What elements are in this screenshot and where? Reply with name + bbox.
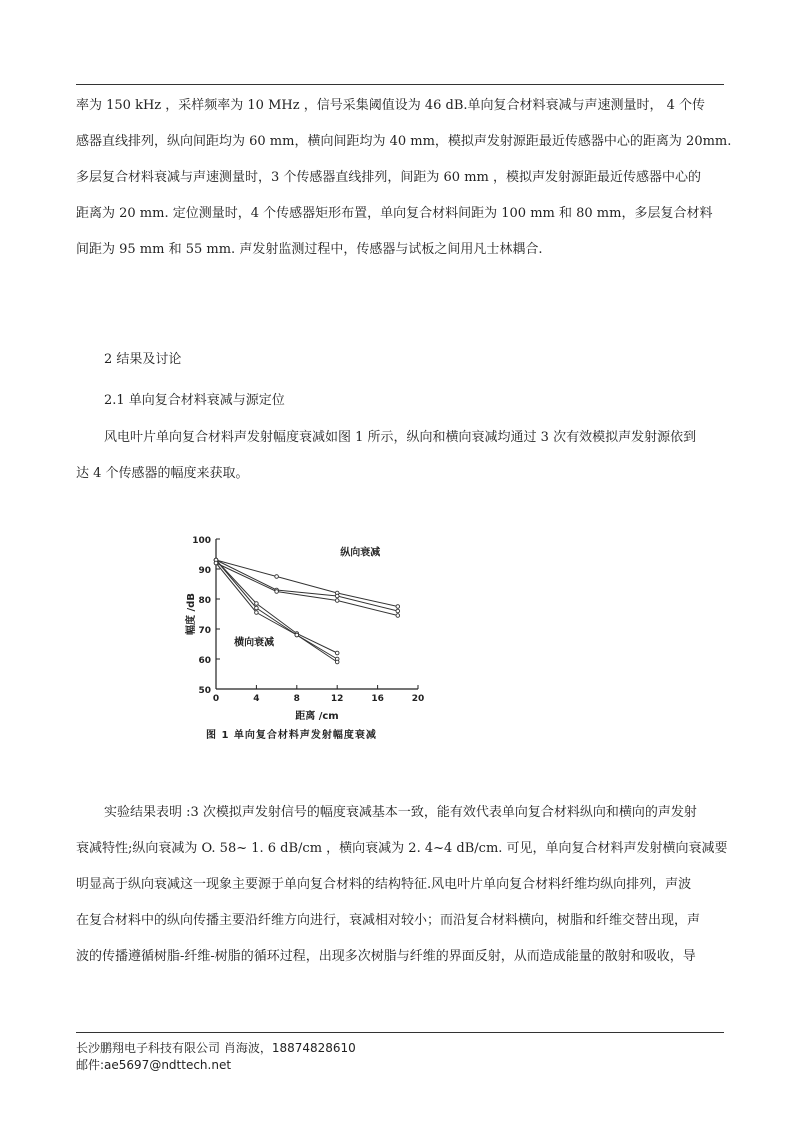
y-tick-label: 80: [198, 596, 211, 606]
x-tick-label: 0: [212, 694, 220, 704]
paragraph-intro: [76, 420, 724, 492]
data-point: [275, 575, 279, 579]
data-point: [275, 590, 279, 594]
text-line: 波的传播遵循树脂-纤维-树脂的循环过程，出现多次树脂与纤维的界面反射，从而造成能量的散射和吸收，导: [76, 949, 696, 964]
x-tick-label: 12: [330, 694, 344, 704]
y-tick-label: 100: [192, 536, 211, 546]
text-line: 距离为 20 mm. 定位测量时，4 个传感器矩形布置，单向复合材料间距为 100 mm 和 80 mm，多层复合材料: [76, 206, 713, 221]
data-point: [396, 614, 400, 618]
x-axis-label: 距离 /cm: [295, 711, 339, 722]
data-point: [255, 606, 259, 610]
series-line: [216, 560, 398, 607]
x-tick-label: 4: [253, 694, 260, 704]
data-point: [214, 561, 218, 565]
x-tick-label: 8: [293, 694, 300, 704]
subsection-heading: 2.1 单向复合材料衰减与源定位: [104, 393, 285, 408]
data-point: [335, 660, 339, 664]
text-line: 感器直线排列，纵向间距均为 60 mm，横向间距均为 40 mm，模拟声发射源距最近传感器中心的距离为 20mm.: [76, 134, 732, 149]
text-line: 风电叶片单向复合材料声发射幅度衰减如图 1 所示，纵向和横向衰减均通过 3 次有效模拟声发射源依到: [104, 430, 697, 445]
data-point: [255, 602, 259, 606]
data-point: [295, 633, 299, 637]
text-line: 间距为 95 mm 和 55 mm. 声发射监测过程中，传感器与试板之间用凡士林耦合.: [76, 242, 543, 257]
text-line: 多层复合材料衰减与声速测量时，3 个传感器直线排列，间距为 60 mm ，模拟声发射源距最近传感器中心的: [76, 170, 701, 185]
text-line: 衰减特性;纵向衰减为 O. 58~ 1. 6 dB/cm ，横向衰减为 2. 4~4 dB/cm. 可见，单向复合材料声发射横向衰减要: [76, 841, 728, 856]
data-point: [396, 609, 400, 613]
x-tick-label: 20: [411, 694, 425, 704]
text-line: 率为 150 kHz ，采样频率为 10 MHz ，信号采集阈值设为 46 dB.单向复合材料衰减与声速测量时， 4 个传: [76, 98, 706, 113]
text-line: 实验结果表明 :3 次模拟声发射信号的幅度衰减基本一致，能有效代表单向复合材料纵向和横向的声发射: [104, 805, 697, 820]
section-heading: 2 结果及讨论: [104, 352, 182, 367]
data-point: [255, 611, 259, 615]
y-axis-label: 幅度 /dB: [186, 593, 197, 635]
attenuation-chart: [186, 525, 436, 750]
data-point: [335, 651, 339, 655]
text-line: 达 4 个传感器的幅度来获取。: [76, 466, 249, 481]
y-tick-label: 50: [198, 686, 211, 696]
y-tick-label: 90: [198, 566, 211, 576]
footer-rule: [76, 1032, 724, 1033]
annotation-longitudinal: 纵向衰减: [340, 547, 381, 559]
header-rule: [76, 84, 724, 85]
footer-contact: 长沙鹏翔电子科技有限公司 肖海波，18874828610: [76, 1041, 356, 1055]
annotation-transverse: 横向衰减: [234, 637, 275, 649]
chart-svg: [186, 525, 436, 725]
paragraph-results: [76, 795, 728, 975]
data-point: [396, 605, 400, 609]
figure-caption: 图 1 单向复合材料声发射幅度衰减: [206, 730, 377, 741]
data-point: [335, 599, 339, 603]
x-tick-label: 16: [371, 694, 384, 704]
y-tick-label: 70: [198, 626, 211, 636]
text-line: 在复合材料中的纵向传播主要沿纤维方向进行，衰减相对较小；而沿复合材料横向，树脂和纤维交替出现，声: [76, 913, 701, 928]
footer-email: 邮件:ae5697@ndttech.net: [76, 1058, 232, 1072]
y-tick-label: 60: [198, 656, 211, 666]
text-line: 明显高于纵向衰减这一现象主要源于单向复合材料的结构特征.风电叶片单向复合材料纤维均纵向排列，声波: [76, 877, 692, 892]
paragraph-methods: [76, 88, 732, 268]
data-point: [335, 594, 339, 598]
